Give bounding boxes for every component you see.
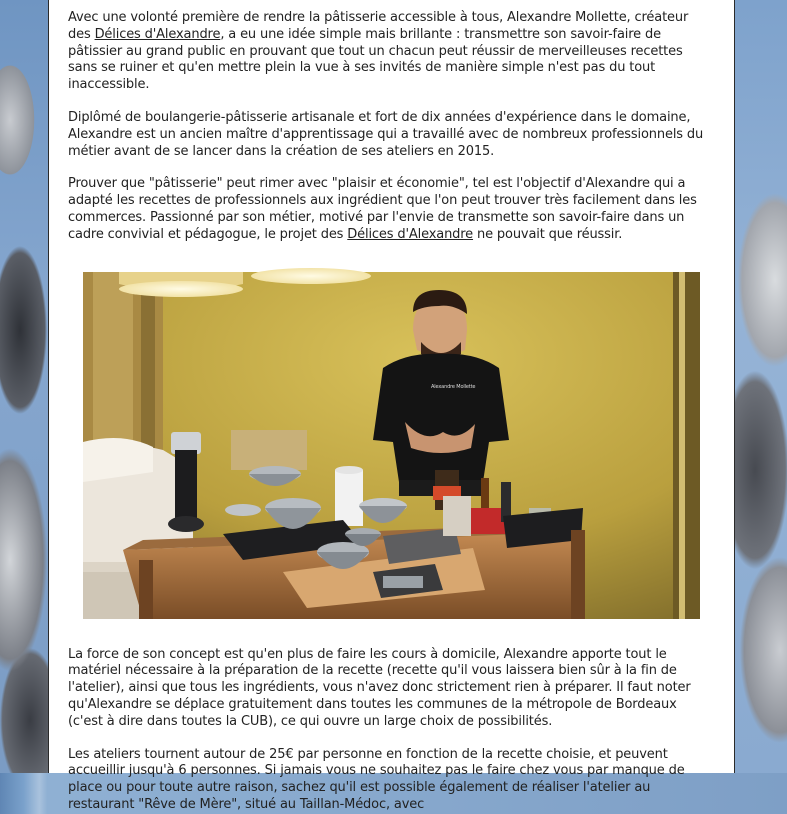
paragraph-goal xyxy=(68,176,714,243)
apron-text: Alexandre Mollette xyxy=(431,383,476,390)
paragraph-goal-text: Prouver que "pâtisserie" peut rimer avec "plaisir et économie", tel est l'objectif d'Alexandre qui a adapté les recettes de professionnels aux ingrédient que l'on peut trouver très facilement dans les commerces. Passionné par son métier, motivé par l'envie de transmette son savoir-faire dans un cadre convivial et pédagogue, le projet des xyxy=(68,176,697,242)
paragraph-background: Diplômé de boulangerie-pâtisserie artisanale et fort de dix années d'expérience dans le domaine, Alexandre est un ancien maître d'apprentissage qui a travaillé avec de nombreux professionnels du métier avant de se lancer dans la création de ses ateliers en 2015. xyxy=(68,109,704,159)
paragraph-intro-text-end: , a eu une idée simple mais brillante : transmettre son savoir-faire de pâtissier au grand public en prouvant que tout un chacun peut réussir de merveilleuses recettes sans se ruiner et qu'en mettre plein la vue à ses invités de manière simple n'est pas du tout inaccessible. xyxy=(68,26,683,93)
background-right xyxy=(735,0,787,773)
article-page xyxy=(48,0,735,812)
delices-alexandre-link-2[interactable]: Délices d'Alexandre xyxy=(347,226,474,242)
paragraph-intro xyxy=(68,10,714,94)
paragraph-goal-text-end: ne pouvait que réussir. xyxy=(473,226,623,242)
paragraph-intro-text: Avec une volonté première de rendre la pâtisserie accessible à tous, Alexandre Mollette, créateur des xyxy=(68,10,689,42)
background-left xyxy=(0,0,48,773)
paragraph-concept: La force de son concept est qu'en plus de faire les cours à domicile, Alexandre apporte tout le matériel nécessaire à la préparation de la recette (recette qu'il vous laissera bien sûr à la fin de l'atelier), ainsi que tous les ingrédients, vous n'avez donc strictement rien à préparer. Il faut noter qu'Alexandre se déplace gratuitement dans toutes les communes de la métropole de Bordeaux (c'est à dire dans toutes la CUB), ce qui ouvre un large choix de possibilités. xyxy=(68,646,691,729)
delices-alexandre-link[interactable]: Délices d'Alexandre xyxy=(94,26,221,42)
paragraph-pricing: Les ateliers tournent autour de 25€ par personne en fonction de la recette choisie, et peuvent accueillir jusqu'à 6 personnes. Si jamais vous ne souhaitez pas le faire chez vous par manque de place ou pour toute autre raison, sachez qu'il est possible également de réaliser l'atelier au restaurant "Rêve de Mère", situé au Taillan-Médoc, avec xyxy=(68,746,685,812)
article-content xyxy=(49,0,734,814)
chef-workshop-photo xyxy=(83,272,700,619)
